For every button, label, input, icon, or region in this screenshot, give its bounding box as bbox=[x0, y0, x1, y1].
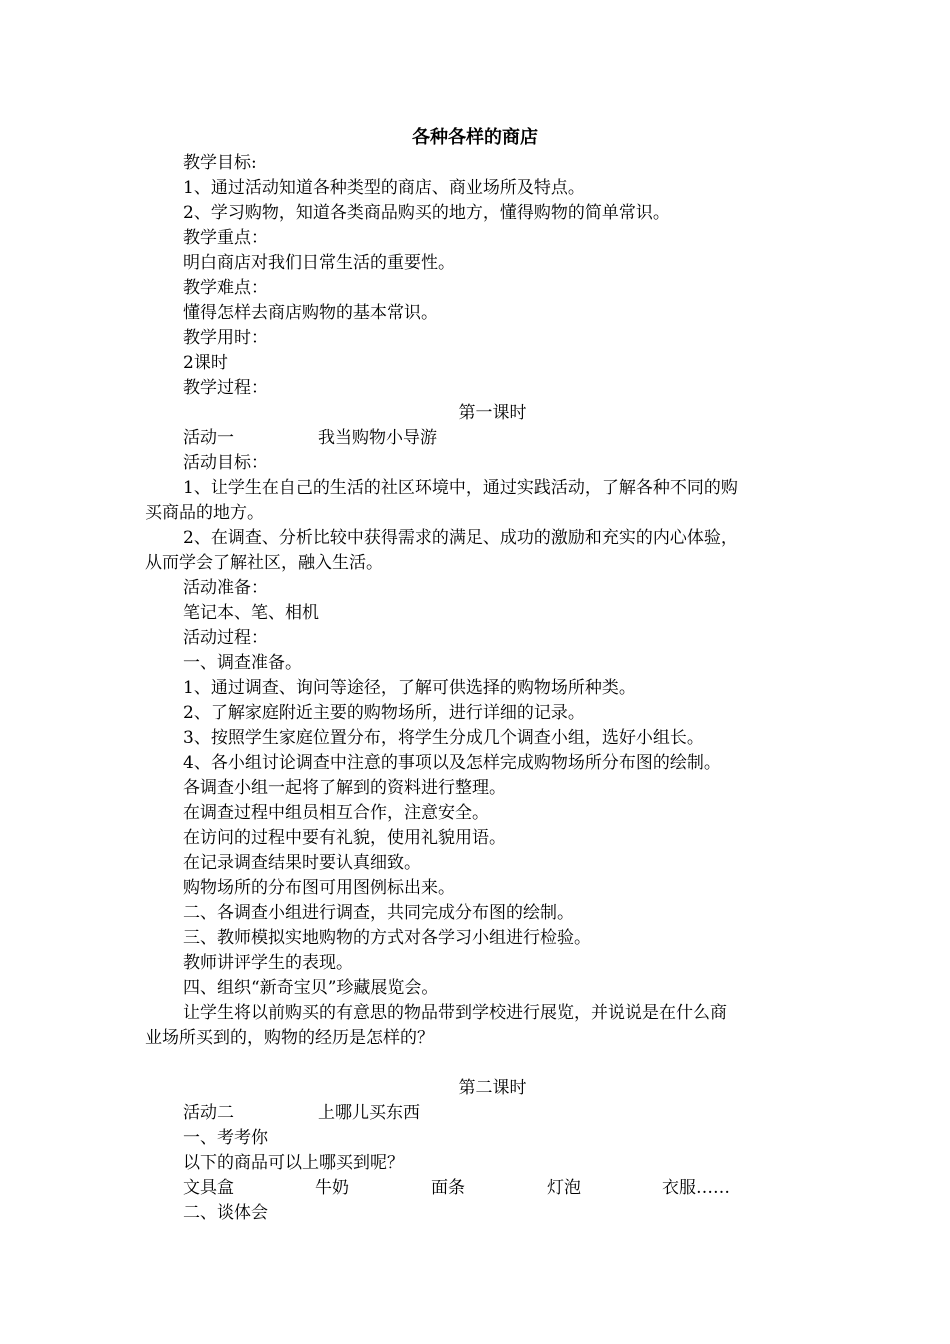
activity-goal-heading: 活动目标： bbox=[183, 453, 268, 473]
step-4-text-a: 让学生将以前购买的有意思的物品带到学校进行展览，并说说是在什么商 bbox=[183, 1003, 727, 1023]
difficulty-text: 懂得怎样去商店购物的基本常识。 bbox=[183, 303, 438, 323]
process-heading: 教学过程： bbox=[183, 378, 268, 398]
step-4-text-b: 业场所买到的，购物的经历是怎样的？ bbox=[145, 1028, 434, 1048]
step-1-item-3: 3、按照学生家庭位置分布，将学生分成几个调查小组，选好小组长。 bbox=[183, 728, 704, 748]
key-point-heading: 教学重点： bbox=[183, 228, 268, 248]
step-4: 四、组织“新奇宝贝”珍藏展览会。 bbox=[183, 978, 439, 998]
document-title: 各种各样的商店 bbox=[412, 127, 538, 148]
teaching-goal-1: 1、通过活动知道各种类型的商店、商业场所及特点。 bbox=[183, 178, 585, 198]
activity-process-heading: 活动过程： bbox=[183, 628, 268, 648]
activity-goal-1a: 1、让学生在自己的生活的社区环境中，通过实践活动，了解各种不同的购 bbox=[183, 478, 738, 498]
difficulty-heading: 教学难点： bbox=[183, 278, 268, 298]
step-3: 三、教师模拟实地购物的方式对各学习小组进行检验。 bbox=[183, 928, 591, 948]
step-1-item-2: 2、了解家庭附近主要的购物场所，进行详细的记录。 bbox=[183, 703, 585, 723]
time-heading: 教学用时： bbox=[183, 328, 268, 348]
goods-item: 衣服…… bbox=[662, 1178, 730, 1198]
activity-2-row bbox=[183, 1101, 420, 1125]
goods-list bbox=[183, 1176, 730, 1200]
activity-1-label: 活动一 bbox=[183, 428, 234, 448]
step-1-item-1: 1、通过调查、询问等途径，了解可供选择的购物场所种类。 bbox=[183, 678, 636, 698]
key-point-text: 明白商店对我们日常生活的重要性。 bbox=[183, 253, 455, 273]
note-1: 各调查小组一起将了解到的资料进行整理。 bbox=[183, 778, 506, 798]
activity-2-name: 上哪儿买东西 bbox=[318, 1103, 420, 1123]
activity-prep-text: 笔记本、笔、相机 bbox=[183, 603, 319, 623]
goods-item: 牛奶 bbox=[315, 1178, 349, 1198]
question-text: 以下的商品可以上哪买到呢？ bbox=[183, 1153, 404, 1173]
activity-prep-heading: 活动准备： bbox=[183, 578, 268, 598]
goods-item: 灯泡 bbox=[547, 1178, 581, 1198]
activity-1-name: 我当购物小导游 bbox=[318, 428, 437, 448]
time-text: 2课时 bbox=[183, 353, 228, 373]
activity-goal-1b: 买商品的地方。 bbox=[145, 503, 264, 523]
teaching-goals-heading: 教学目标: bbox=[183, 153, 257, 173]
step-1-item-4: 4、各小组讨论调查中注意的事项以及怎样完成购物场所分布图的绘制。 bbox=[183, 753, 721, 773]
step-3-note: 教师讲评学生的表现。 bbox=[183, 953, 353, 973]
goods-item: 文具盒 bbox=[183, 1178, 234, 1198]
note-2: 在调查过程中组员相互合作，注意安全。 bbox=[183, 803, 489, 823]
activity-goal-2a: 2、在调查、分析比较中获得需求的满足、成功的激励和充实的内心体验， bbox=[183, 528, 738, 548]
teaching-goal-2: 2、学习购物，知道各类商品购买的地方，懂得购物的简单常识。 bbox=[183, 203, 670, 223]
part-1-heading: 一、考考你 bbox=[183, 1128, 268, 1148]
note-5: 购物场所的分布图可用图例标出来。 bbox=[183, 878, 455, 898]
goods-item: 面条 bbox=[431, 1178, 465, 1198]
step-2: 二、各调查小组进行调查，共同完成分布图的绘制。 bbox=[183, 903, 574, 923]
step-1-heading: 一、调查准备。 bbox=[183, 653, 302, 673]
activity-goal-2b: 从而学会了解社区，融入生活。 bbox=[145, 553, 383, 573]
part-2-heading: 二、谈体会 bbox=[183, 1203, 268, 1223]
note-4: 在记录调查结果时要认真细致。 bbox=[183, 853, 421, 873]
activity-1-row bbox=[183, 426, 437, 450]
lesson-1-heading: 第一课时 bbox=[458, 403, 527, 423]
activity-2-label: 活动二 bbox=[183, 1103, 234, 1123]
note-3: 在访问的过程中要有礼貌，使用礼貌用语。 bbox=[183, 828, 506, 848]
lesson-2-heading: 第二课时 bbox=[458, 1078, 527, 1098]
